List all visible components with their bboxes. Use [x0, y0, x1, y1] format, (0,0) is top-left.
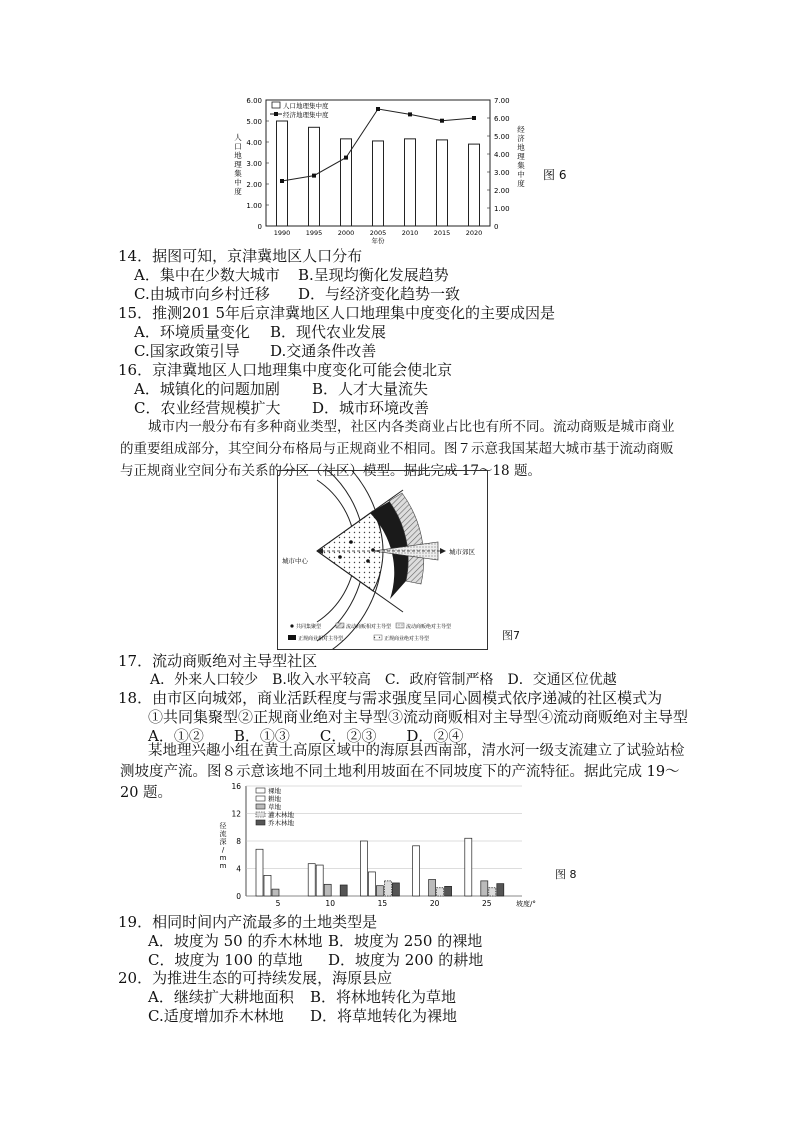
y-axis-label-char: /: [221, 846, 225, 854]
right-tick-label: 5.00: [494, 133, 510, 141]
economy-point: [440, 119, 444, 123]
q14-option-a: A．集中在少数大城市: [134, 266, 280, 284]
y-tick-label: 16: [231, 782, 241, 791]
x-axis-label: 年份: [371, 237, 385, 244]
q16-option-d: D．城市环境改善: [312, 399, 430, 417]
y-tick-label: 0: [236, 892, 241, 901]
figure-6: [228, 94, 528, 244]
left-tick-label: 2.00: [246, 181, 262, 189]
legend-swatch: [256, 788, 265, 793]
q14-option-d: D．与经济变化趋势一致: [298, 285, 461, 303]
x-tick-label: 1990: [273, 229, 291, 237]
q17-stem: 17．流动商贩绝对主导型社区: [118, 652, 318, 670]
runoff-bar: [481, 881, 488, 896]
legend-bar-swatch: [272, 102, 280, 108]
legend-label: 草地: [268, 803, 281, 811]
svg-text:流动商贩绝对主导型: 流动商贩绝对主导型: [406, 624, 452, 630]
legend-line-label: 经济地理集中度: [283, 111, 329, 119]
population-bar: [373, 141, 384, 226]
q19-stem: 19．相同时间内产流最多的土地类型是: [118, 913, 378, 931]
economy-point: [312, 174, 316, 178]
right-axis-label-char: 度: [517, 179, 525, 188]
right-axis-label-char: 中: [517, 170, 525, 179]
runoff-bar: [413, 846, 420, 896]
right-axis-label-char: 济: [517, 134, 525, 143]
y-axis-label-char: 径: [219, 822, 227, 830]
figure-6-label: 图 6: [543, 168, 567, 182]
arrow-right-icon: [440, 548, 446, 554]
x-tick-label: 2015: [433, 229, 451, 237]
runoff-bar: [392, 883, 399, 896]
right-axis-label-char: 集: [517, 161, 525, 170]
population-bar: [437, 140, 448, 226]
x-axis-label: 坡度/°: [516, 900, 536, 908]
svg-text:流动商贩相对主导型: 流动商贩相对主导型: [346, 624, 392, 630]
passage-19-20: 某地理兴趣小组在黄土高原区域中的海原县西南部，清水河一级支流建立了试验站检测坡度产流。图８示意该地不同土地利用坡面在不同坡度下的产流特征。据此完成 19～20 题。: [120, 743, 685, 801]
svg-text:正规商业相对主导型: 正规商业相对主导型: [298, 636, 344, 642]
q16-option-b: B．人才大量流失: [312, 380, 429, 398]
runoff-bar: [340, 885, 347, 896]
legend-label: 乔木林地: [268, 819, 294, 827]
y-axis-label-char: m: [219, 854, 227, 862]
right-tick-label: 3.00: [494, 169, 510, 177]
left-tick-label: 6.00: [246, 97, 262, 105]
runoff-bar: [497, 884, 504, 896]
left-tick-label: 3.00: [246, 160, 262, 168]
runoff-bar: [256, 849, 263, 896]
left-axis-label-char: 人: [234, 133, 242, 142]
population-bar: [277, 121, 288, 226]
runoff-bar: [308, 864, 315, 896]
legend-swatch: [256, 812, 265, 817]
x-tick-label: 15: [377, 899, 388, 908]
sample-point: [349, 540, 353, 544]
q18-stem: 18．由市区向城郊，商业活跃程度与需求强度呈同心圆模式依序递减的社区模式为: [118, 689, 663, 707]
x-tick-label: 2020: [465, 229, 483, 237]
city-center-label: 城市中心: [282, 557, 308, 565]
passage-17-18: 城市内一般分布有多种商业类型，社区内各类商业占比也有所不同。流动商贩是城市商业的重要组成部分，其空间分布格局与正规商业不相同。图７示意我国某超大城市基于流动商贩与正规商业空间分布关系的分区（社区）模型。据此完成 17～18 题。: [120, 419, 675, 479]
q20-stem: 20．为推进生态的可持续发展，海原县应: [118, 969, 393, 987]
legend-line-marker: [274, 112, 278, 116]
right-axis-label-char: 地: [517, 143, 525, 152]
y-axis-label-char: m: [219, 862, 227, 870]
legend-label: 耕地: [268, 795, 281, 803]
left-tick-label: 5.00: [246, 118, 262, 126]
figure-7-diagram: [278, 471, 487, 649]
runoff-bar: [465, 838, 472, 896]
q15-option-c: C.国家政策引导: [134, 342, 240, 360]
q17-options: A．外来人口较少 B.收入水平较高 C．政府管制严格 D．交通区位优越: [150, 672, 617, 688]
q14-option-b: B.呈现均衡化发展趋势: [298, 266, 449, 284]
q14-option-c: C.由城市向乡村迁移: [134, 285, 270, 303]
y-tick-label: 12: [231, 809, 241, 819]
economy-point: [472, 116, 476, 120]
legend-label: 灌木林地: [268, 811, 294, 819]
sample-point: [338, 555, 342, 559]
x-tick-label: 10: [325, 899, 335, 908]
q19-option-b: B．坡度为 250 的裸地: [328, 932, 483, 950]
left-axis-label-char: 地: [234, 151, 242, 160]
economy-point: [344, 156, 348, 160]
right-tick-label: 4.00: [494, 151, 510, 159]
economy-point: [280, 179, 284, 183]
y-axis-label-char: 深: [219, 838, 227, 846]
runoff-bar: [316, 865, 323, 896]
runoff-bar: [368, 872, 375, 896]
y-tick-label: 8: [236, 837, 241, 846]
legend-bar-label: 人口地理集中度: [283, 102, 329, 110]
runoff-bar: [376, 886, 383, 896]
q18-statements: ①共同集聚型②正规商业绝对主导型③流动商贩相对主导型④流动商贩绝对主导型: [148, 708, 689, 726]
q20-option-d: D．将草地转化为裸地: [310, 1007, 458, 1025]
population-bar: [469, 144, 480, 226]
runoff-bar: [360, 841, 367, 896]
left-axis-label-char: 集: [234, 169, 242, 178]
sample-point: [366, 559, 370, 563]
x-tick-label: 25: [482, 899, 492, 908]
right-tick-label: 7.00: [494, 97, 510, 105]
svg-text:共同集聚型: 共同集聚型: [296, 624, 322, 630]
q19-option-a: A．坡度为 50 的乔木林地: [148, 932, 323, 950]
q19-option-d: D．坡度为 200 的耕地: [328, 951, 484, 969]
svg-text:正规商业绝对主导型: 正规商业绝对主导型: [384, 636, 430, 642]
x-tick-label: 20: [429, 899, 440, 908]
q15-option-a: A．环境质量变化: [134, 323, 250, 341]
figure-8-chart: [214, 778, 554, 908]
runoff-bar: [384, 881, 391, 896]
q20-option-a: A．继续扩大耕地面积: [148, 988, 294, 1006]
runoff-bar: [445, 886, 452, 896]
left-axis-label-char: 度: [234, 187, 242, 196]
right-tick-label: 6.00: [494, 115, 510, 123]
runoff-bar: [437, 888, 444, 896]
right-tick-label: 1.00: [494, 205, 510, 213]
right-axis-label-char: 经: [517, 125, 525, 134]
q20-option-b: B．将林地转化为草地: [310, 988, 457, 1006]
q14-stem: 14．据图可知，京津冀地区人口分布: [118, 247, 363, 265]
runoff-bar: [272, 889, 279, 896]
q16-option-c: C．农业经营规模扩大: [134, 399, 281, 417]
q18-options: A．①② B．①③ C．②③ D．②④: [148, 727, 464, 745]
y-axis-label-char: 流: [219, 830, 227, 838]
left-axis-label-char: 理: [234, 160, 242, 169]
runoff-bar: [489, 888, 496, 896]
economy-point: [408, 112, 412, 116]
q15-option-d: D.交通条件改善: [270, 342, 377, 360]
runoff-bar: [429, 880, 436, 897]
figure-7-label: 图7: [502, 629, 520, 642]
right-axis-label-char: 理: [517, 152, 525, 161]
right-tick-label: 0: [494, 223, 499, 231]
figure-7-legend: [288, 623, 451, 642]
legend-swatch: [256, 804, 265, 809]
left-tick-label: 4.00: [246, 139, 262, 147]
runoff-bar: [264, 875, 271, 896]
figure-8: [214, 778, 554, 908]
legend-swatch: [256, 820, 265, 825]
figure-6-chart: [228, 94, 528, 244]
figure-7: [277, 470, 488, 650]
x-tick-label: 2010: [401, 229, 419, 237]
q20-option-c: C.适度增加乔木林地: [148, 1007, 284, 1025]
left-axis-label-char: 口: [234, 142, 242, 151]
x-tick-label: 2000: [337, 229, 355, 237]
q15-option-b: B．现代农业发展: [270, 323, 387, 341]
left-tick-label: 1.00: [246, 202, 262, 210]
left-axis-label-char: 中: [234, 178, 242, 187]
runoff-bar: [324, 884, 331, 896]
legend-swatch: [256, 796, 265, 801]
x-tick-label: 1995: [305, 229, 323, 237]
city-suburb-label: 城市郊区: [449, 548, 475, 556]
x-tick-label: 5: [275, 899, 281, 908]
population-bar: [405, 139, 416, 226]
q16-option-a: A．城镇化的问题加剧: [134, 380, 280, 398]
q15-stem: 15．推测201 5年后京津冀地区人口地理集中度变化的主要成因是: [118, 304, 556, 322]
x-tick-label: 2005: [369, 229, 387, 237]
legend-label: 裸地: [268, 787, 281, 795]
y-tick-label: 4: [236, 864, 241, 874]
economy-point: [376, 107, 380, 111]
q19-option-c: C．坡度为 100 的草地: [148, 951, 303, 969]
right-tick-label: 2.00: [494, 187, 510, 195]
left-tick-label: 0: [257, 223, 262, 231]
q16-stem: 16．京津冀地区人口地理集中度变化可能会使北京: [118, 361, 453, 379]
figure-8-label: 图 8: [555, 868, 577, 881]
